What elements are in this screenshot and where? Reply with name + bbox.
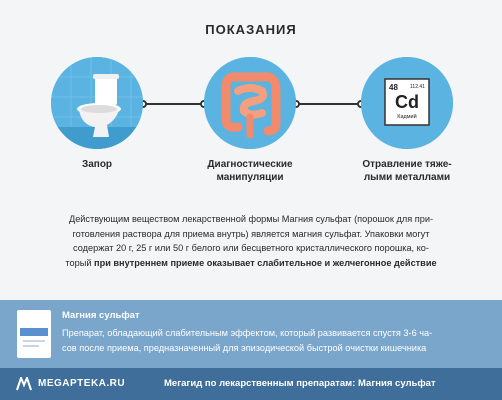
cadmium-element-icon [361, 57, 453, 149]
element-number: 48 [389, 83, 398, 92]
page-title: ПОКАЗАНИЯ [205, 22, 297, 37]
drug-info-panel [0, 300, 502, 368]
description-text: Действующим веществом лекарственной формы Магния сульфат (порошок для при- готовления раствора для приема внутрь) является магния сульфат. Упаковки могут содержат 20 г, 25 г или 50 г белого или бесцветного кристаллического порошка, ко- торый при внутреннем приеме оказывает слабительное и желчегонное действие [65, 214, 437, 268]
connector-line [296, 103, 361, 105]
intestine-icon [204, 57, 296, 149]
footer-tagline: Мегагид по лекарственным препаратам: Магния сульфат [164, 378, 436, 389]
drug-description: Препарат, обладающий слабительным эффектом, который развивается спустя 3-6 ча- сов после приема, предназначенный для эпизодической быстрой очистки кишечника [62, 328, 433, 353]
element-mass: 112.41 [410, 84, 425, 90]
element-name: Кадмий [397, 114, 417, 120]
drug-package-icon [17, 310, 51, 358]
drug-name: Магния сульфат [62, 310, 140, 321]
footer-bar [0, 368, 502, 400]
indication-label: Отравление тяже- лыми металлами [362, 159, 452, 183]
indication-label: Диагностические манипуляции [207, 159, 293, 183]
connector-line [143, 103, 204, 105]
toilet-icon [51, 57, 143, 149]
brand-link[interactable]: MEGAPTEKA.RU [38, 378, 126, 389]
indication-label: Запор [81, 159, 113, 170]
description-highlight: при внутреннем приеме оказывает слабительное и желчегонное действие [94, 257, 437, 268]
element-symbol: Cd [395, 92, 419, 112]
logo-icon [16, 377, 32, 391]
